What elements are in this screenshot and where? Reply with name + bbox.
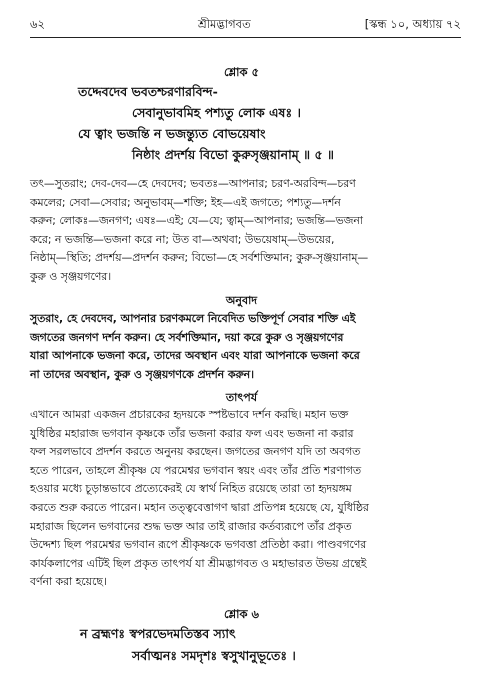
synonym-line: করে; ন ভজন্তি—ভজনা করে না; উত বা—অথবা; উভয়েষাম্—উভয়ের, xyxy=(30,232,335,246)
purport-line: করতে শুরু করতে পারেন। মহান তত্ত্ববেত্তাগণ দ্বারা প্রতিপন্ন হয়েছে যে, যুধিষ্ঠির xyxy=(30,500,369,514)
purport-line: উদ্দেশ্য ছিল পরমেশ্বর ভগবান রূপে শ্রীকৃষ্ণকে ভগবত্তা প্রতিষ্ঠা করা। পাণ্ডবগণের xyxy=(30,538,367,552)
translation-heading: অনুবাদ xyxy=(225,294,258,307)
verse-5-line-3: যে ত্বাং ভজন্তি ন ভজন্ত্যুত বোভয়েষাং xyxy=(78,126,266,141)
verse-5-synonyms xyxy=(30,175,460,287)
running-header xyxy=(30,16,461,34)
purport-line: হতে পারেন, তাহলে শ্রীকৃষ্ণ যে পরমেশ্বর ভগবান স্বয়ং এবং তাঁর প্রতি শরণাগত xyxy=(30,463,361,477)
verse-6-title: শ্লোক ৬ xyxy=(223,607,260,621)
purport-line: কার্যকলাপের এটিই ছিল প্রকৃত তাৎপর্য যা শ্রীমদ্ভাগবত ও মহাভারত উভয় গ্রন্থেই xyxy=(30,556,367,570)
purport-heading: তাৎপর্য xyxy=(225,391,258,404)
page-number: ৬২ xyxy=(30,17,45,31)
chapter-reference: [স্কন্ধ ১০, অধ্যায় ৭২ xyxy=(364,17,461,31)
book-title: শ্রীমদ্ভাগবত xyxy=(198,17,251,31)
header-rule xyxy=(30,37,461,38)
verse-6-line-1: ন ব্রহ্মণঃ স্বপরভেদমতিস্তব স্যাৎ xyxy=(80,626,236,641)
synonym-line: কুরু ও সৃঞ্জয়গণের। xyxy=(30,269,112,283)
verse-5-translation xyxy=(30,310,460,384)
verse-5-line-1: তদ্দেবদেব ভবতশ্চরণারবিন্দ- xyxy=(78,84,218,99)
verse-5-line-4: নিষ্ঠাং প্রদর্শয় বিভো কুরুসৃঞ্জয়ানাম্ ॥ ৫ ॥ xyxy=(132,147,334,162)
purport-line: এখানে আমরা একজন প্রচারকের হৃদয়কে স্পষ্টভাবে দর্শন করছি। মহান ভক্ত xyxy=(30,408,349,421)
verse-6-line-2: সর্বাত্মনঃ সমদৃশঃ স্বসুখানুভূতেঃ । xyxy=(132,648,296,663)
translation-line: সুতরাং, হে দেবদেব, আপনার চরণকমলে নিবেদিত ভক্তিপূর্ণ সেবার শক্তি এই xyxy=(30,312,356,325)
purport-line: ফল সরলভাবে প্রদর্শন করতে অনুনয় করছেন। জগতের জনগণ যদি তা অবগত xyxy=(30,445,361,459)
synonym-line: নিষ্ঠাম্—স্থিতি; প্রদর্শয়—প্রদর্শন করুন; বিভো—হে সর্বশক্তিমান; কুরু-সৃঞ্জয়ানাম্— xyxy=(30,251,369,265)
purport-line: মহারাজ ছিলেন ভগবানের শুদ্ধ ভক্ত আর তাই রাজার কর্তব্যরূপে তাঁর প্রকৃত xyxy=(30,519,352,533)
synonym-line: তৎ—সুতরাং; দেব-দেব—হে দেবদেব; ভবতঃ—আপনার; চরণ-অরবিন্দ—চরণ xyxy=(30,177,356,190)
translation-line: না তাদের অবস্থান, কুরু ও সৃঞ্জয়গণকে প্রদর্শন করুন। xyxy=(30,367,254,381)
translation-line: যারা আপনাকে ভজনা করে, তাদের অবস্থান এবং যারা আপনাকে ভজনা করে xyxy=(30,349,360,363)
purport-line: যুধিষ্ঠির মহারাজ ভগবান কৃষ্ণকে তাঁর ভজনা করার ফল এবং ভজনা না করার xyxy=(30,426,354,440)
purport-line: হওয়ার মধ্যে চূড়ান্তভাবে প্রত্যেকেরই যে স্বার্থ নিহিত রয়েছে তারা তা হৃদয়ঙ্গম xyxy=(30,482,352,496)
purport-line: বর্ণনা করা হয়েছে। xyxy=(30,575,107,589)
synonym-line: করুন; লোকঃ—জনগণ; এষঃ—এই; যে—যে; ত্বাম্—আপনার; ভজন্তি—ভজনা xyxy=(30,214,363,228)
verse-5-purport xyxy=(30,406,460,592)
verse-5-title: শ্লোক ৫ xyxy=(223,65,260,79)
translation-line: জগতের জনগণ দর্শন করুন। হে সর্বশক্তিমান, দয়া করে কুরু ও সৃঞ্জয়গণের xyxy=(30,330,344,344)
synonym-line: কমলের; সেবা—সেবার; অনুভাবম্—শক্তি; ইহ—এই জগতে; পশ্যতু—দর্শন xyxy=(30,195,341,209)
verse-5-line-2: সেবানুভাবমিহ পশ্যতু লোক এষঃ । xyxy=(132,105,301,120)
